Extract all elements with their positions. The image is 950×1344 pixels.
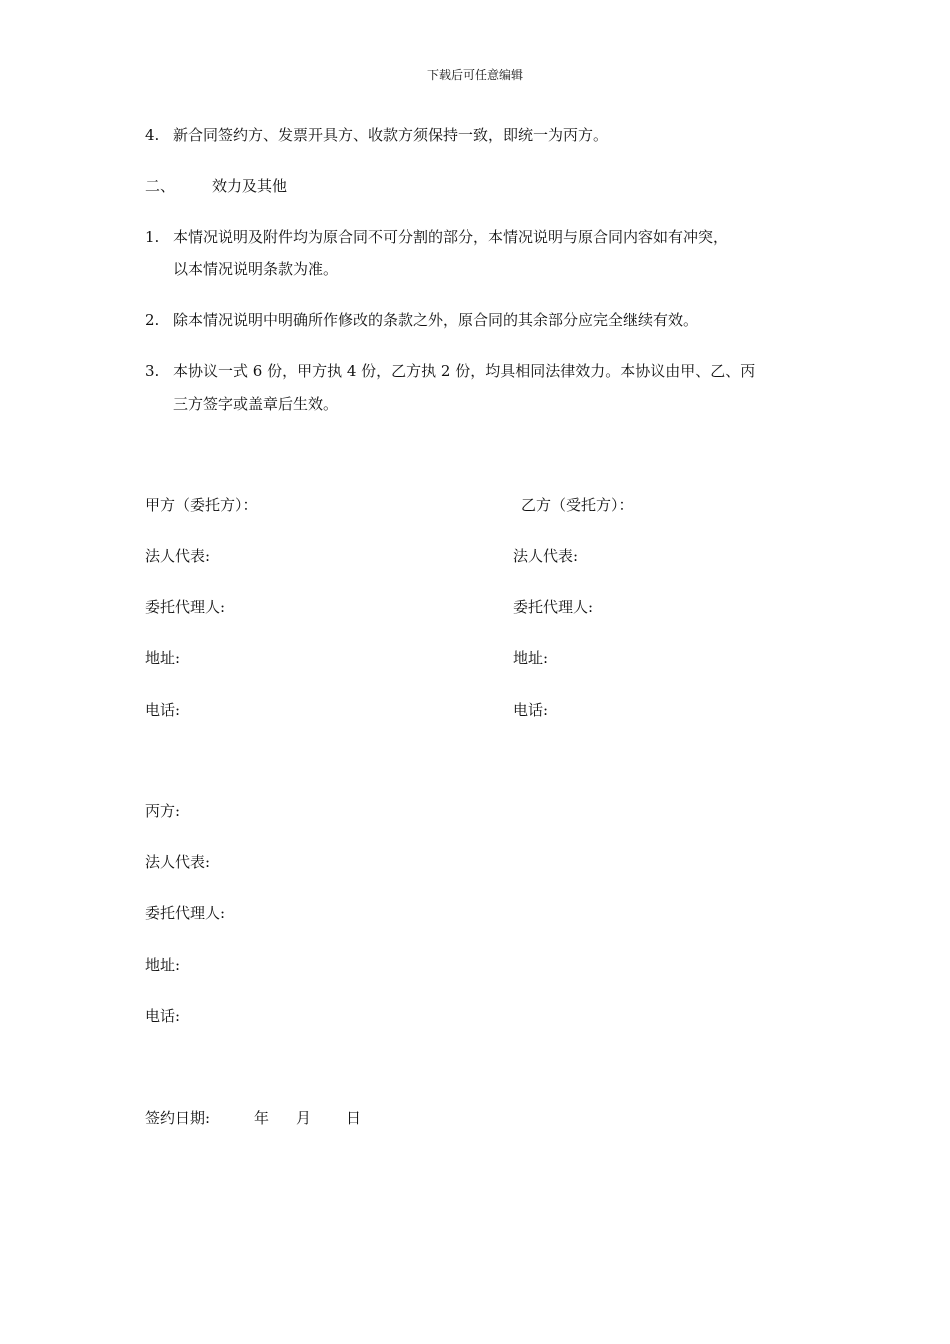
party-a-phone: 电话: bbox=[145, 701, 181, 719]
signing-date-label: 签约日期: bbox=[145, 1109, 211, 1127]
signing-day: 日 bbox=[346, 1109, 362, 1127]
party-a-address: 地址: bbox=[145, 649, 181, 667]
heading-text: 效力及其他 bbox=[212, 177, 288, 195]
signing-year: 年 bbox=[254, 1109, 270, 1127]
party-c-agent: 委托代理人: bbox=[145, 904, 226, 922]
item-text-line1: 除本情况说明中明确所作修改的条款之外，原合同的其余部分应完全继续有效。 bbox=[173, 311, 699, 329]
party-c-phone: 电话: bbox=[145, 1007, 181, 1025]
party-b-legal-rep: 法人代表: bbox=[513, 547, 579, 565]
party-c-address: 地址: bbox=[145, 956, 181, 974]
heading-number: 二、 bbox=[145, 177, 176, 195]
item-text-line1: 本协议一式 6 份，甲方执 4 份，乙方执 2 份，均具相同法律效力。本协议由甲、乙、丙 bbox=[173, 362, 756, 380]
party-a-title: 甲方（委托方）： bbox=[145, 496, 258, 514]
party-b-agent: 委托代理人: bbox=[513, 598, 594, 616]
item-number: 3. bbox=[145, 362, 160, 380]
party-c-title: 丙方: bbox=[145, 802, 181, 820]
item-text-line2: 三方签字或盖章后生效。 bbox=[173, 395, 339, 413]
item-number: 4. bbox=[145, 126, 160, 144]
party-a-agent: 委托代理人: bbox=[145, 598, 226, 616]
item-text-line2: 以本情况说明条款为准。 bbox=[173, 260, 339, 278]
party-b-address: 地址: bbox=[513, 649, 549, 667]
party-c-legal-rep: 法人代表: bbox=[145, 853, 211, 871]
signing-month: 月 bbox=[296, 1109, 312, 1127]
item-text: 新合同签约方、发票开具方、收款方须保持一致，即统一为丙方。 bbox=[173, 126, 609, 144]
party-b-phone: 电话: bbox=[513, 701, 549, 719]
item-number: 1. bbox=[145, 228, 160, 246]
header-note: 下载后可任意编辑 bbox=[426, 68, 523, 82]
item-number: 2. bbox=[145, 311, 160, 329]
party-b-title: 乙方（受托方）： bbox=[521, 496, 634, 514]
party-a-legal-rep: 法人代表: bbox=[145, 547, 211, 565]
item-text-line1: 本情况说明及附件均为原合同不可分割的部分，本情况说明与原合同内容如有冲突， bbox=[173, 228, 729, 246]
